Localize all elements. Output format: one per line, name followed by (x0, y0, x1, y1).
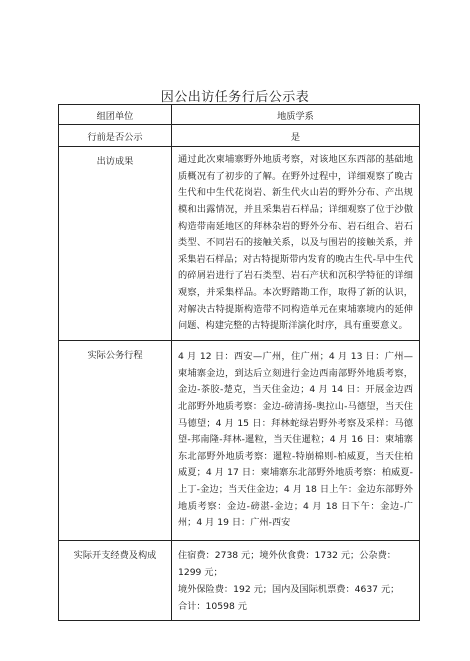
costs-line-3: 合计：10598 元 (178, 600, 247, 612)
schedule-text: 4 月 12 日：西安—广州，住广州；4 月 13 日：广州—柬埔寨金边，到达后立刻进行金边西南部野外地质考察，金边-茶胶-楚克，当天住金边；4 月 14 日：开展金边西北部野外地质考察：金边-磅清扬-奥拉山-马德望，当天住马德望；4 月 15 日：拜林蛇绿岩野外考察及采样：马德望-邦南隆-拜林-暹粒，当天住暹粒；4 月 16 日：柬埔寨东北部野外地质考察：暹粒-特崩棉则-柏威夏，当天住柏威夏；4 月 17 日：柬埔寨东北部野外地质考察：柏威夏-上丁-金边；当天住金边；4 月 18 日上午：金边东部野外地质考察：金边-磅湛-金边；4 月 18 日下午：金边-广州；4 月 19 日：广州-西安 (178, 351, 413, 529)
row-label-unit: 组团单位 (59, 105, 172, 125)
table-row-public (59, 125, 420, 147)
row-label-schedule: 实际公务行程 (59, 341, 172, 541)
table-row-costs (59, 541, 420, 621)
row-value-unit: 地质学系 (172, 105, 420, 125)
table-row-unit (59, 105, 420, 125)
table-row-outcome (59, 147, 420, 341)
row-value-costs-cell (172, 541, 420, 621)
outcome-text: 通过此次柬埔寨野外地质考察，对该地区东西部的基础地质概况有了初步的了解。在野外过程中，详细观察了晚古生代和中生代花岗岩、新生代火山岩的野外分布、产出规模和出露情况，并且采集岩石样品；详细观察了位于沙傲构造带南延地区的拜林杂岩的野外分布、岩石组合、岩石类型、不同岩石的接触关系，以及与围岩的接触关系，并采集岩石样品；对古特提斯带内发育的晚古生代-早中生代的碎屑岩进行了岩石类型、岩石产状和沉积学特征的详细观察，并采集样品。本次野踏勘工作，取得了新的认识，对解决古特提斯构造带不同构造单元在柬埔寨境内的延伸问题、构建完整的古特提斯洋演化时序，具有重要意义。 (178, 154, 413, 332)
costs-text (172, 544, 419, 618)
document-title: 因公出访任务行后公示表 (160, 90, 310, 105)
costs-line-1: 住宿费：2738 元；境外伙食费：1732 元；公杂费：1299 元； (178, 549, 396, 578)
table-row-schedule (59, 341, 420, 541)
row-value-outcome-cell (172, 147, 420, 341)
row-label-costs: 实际开支经费及构成 (59, 541, 172, 621)
row-value-schedule-cell (172, 341, 420, 541)
row-value-public: 是 (172, 125, 420, 147)
public-notice-table (58, 104, 420, 621)
costs-line-2: 境外保险费：192 元；国内及国际机票费：4637 元； (178, 583, 400, 595)
row-label-public: 行前是否公示 (59, 125, 172, 147)
row-label-outcome: 出访成果 (59, 147, 172, 341)
